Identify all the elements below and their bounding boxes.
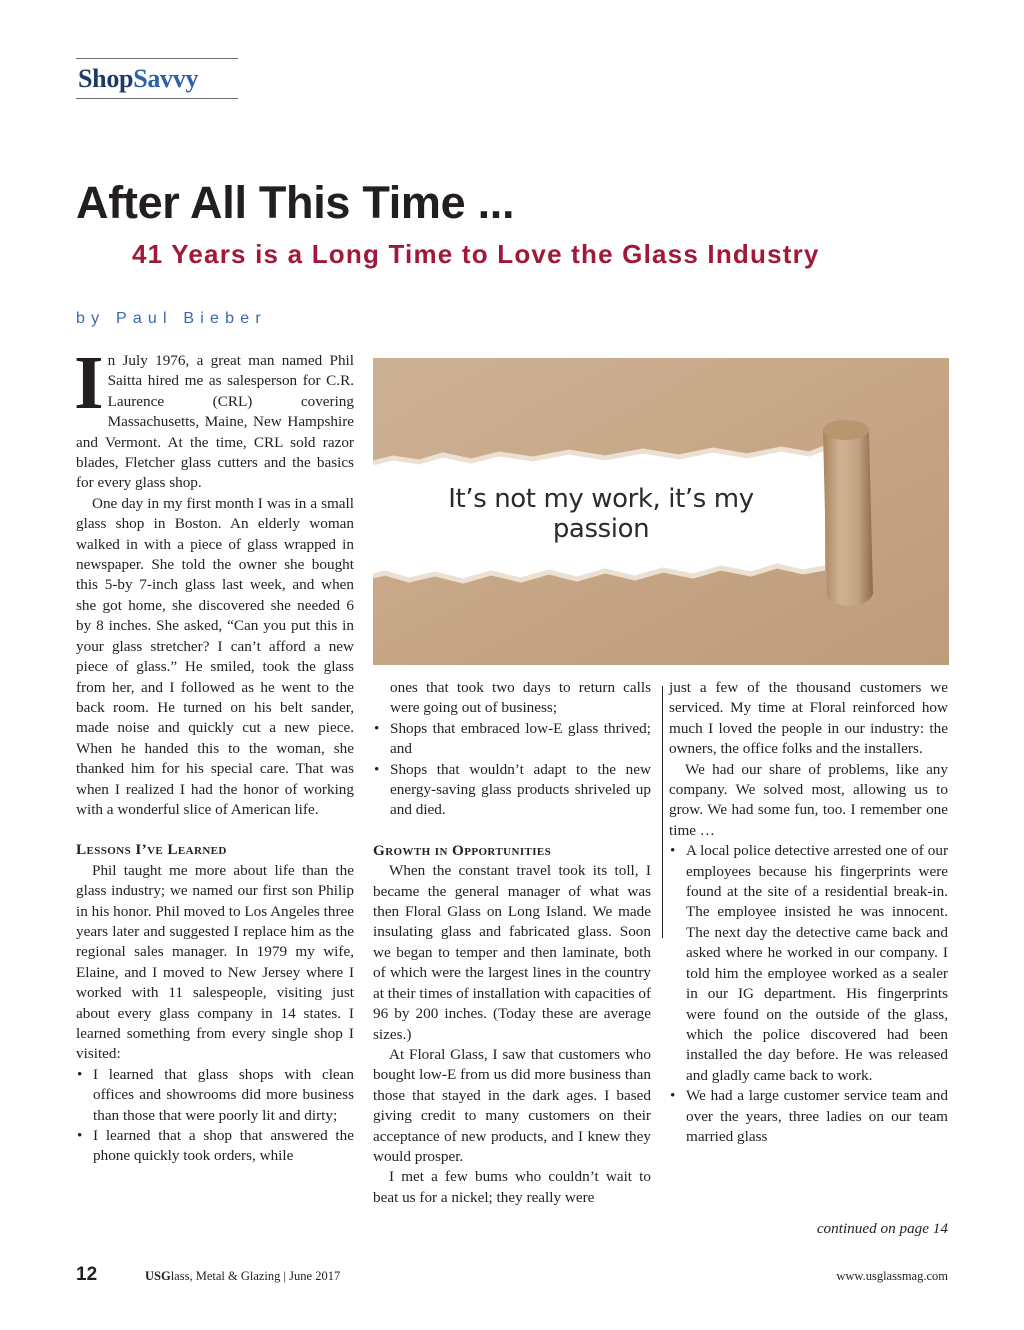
list-item: [373, 760, 651, 821]
drop-cap: I: [74, 341, 104, 425]
list-item-text: I learned that a shop that answered the phone quickly took orders, while: [93, 1127, 354, 1165]
lessons-list: [76, 1065, 354, 1167]
list-item: [373, 719, 651, 760]
column-1: [74, 341, 354, 1167]
paper-roll-top: [823, 420, 869, 440]
lessons-list-continued: [373, 719, 651, 821]
article-subtitle: 41 Years is a Long Time to Love the Glass Industry: [132, 239, 820, 269]
list-item-text: A local police detective arrested one of our employees because his fingerprints were found at the site of a residential break-in. The employee insisted he was innocent. The next day the detective came back and asked where he worked in our company. I told him the employee worked as a sealer in our IG department. His fingerprints were found on the outside of the glass, which the police discovered had been installed the day before. He was released and gladly came back to work.: [686, 842, 948, 1084]
list-item-text: Shops that wouldn’t adapt to the new energy-saving glass products shriveled up and died.: [390, 760, 651, 819]
column-divider: [662, 686, 663, 938]
list-item: [76, 1126, 354, 1167]
paragraph-bums: I met a few bums who couldn’t wait to beat us for a nickel; they really were: [373, 1168, 651, 1206]
paragraph-glass-shop-story: One day in my first month I was in a small glass shop in Boston. An elderly woman walked in with a piece of glass wrapped in newspaper. She told the owner she bought this 5-by 7-inch glass last week, and when she got home, she discovered she needed 6 by 8 inches. She asked, “Can you put this in your glass stretcher? I can’t afford a new piece of glass.” He smiled, took the glass from her, and I followed as he went to the back room. He turned on his belt sander, made noise and quickly cut a new piece. When he handed this to the woman, she thanked him for his special care. That was when I realized I had the honor of working with a wonderful slice of American life.: [76, 494, 354, 818]
paragraph-floral-glass: When the constant travel took its toll, I became the general manager of what was then Floral Glass on Long Island. We made insulating glass and fabricated glass. Soon we began to temper and then laminate, both of which were the largest lines in the country at their times of installation with capacities of 96 by 200 inches. (Today these are average sizes.): [373, 862, 651, 1043]
photo-quote-text: It’s not my work, it’s my passion: [448, 484, 754, 544]
publication-info: [145, 1269, 340, 1284]
column-3: [669, 678, 948, 1147]
bullet-icon: •: [670, 842, 676, 860]
heading-growth-opportunities: Growth in Opportunities: [373, 841, 552, 859]
logo-shop-text: Shop: [78, 64, 134, 93]
section-logo: [76, 58, 238, 99]
list-item-text: Shops that embraced low-E glass thrived; and: [390, 719, 651, 758]
list-item-text: We had a large customer service team and over the years, three ladies on our team married glass: [686, 1087, 948, 1145]
paragraph-problems: We had our share of problems, like any company. We solved most, allowing us to grow. We had some fun, too. I remember one time …: [669, 760, 948, 839]
list-item: [669, 841, 948, 1086]
publication-name-bold: USG: [145, 1269, 171, 1283]
bullet-icon: •: [374, 719, 380, 737]
stories-list: [669, 841, 948, 1147]
shopsavvy-logo: [76, 59, 238, 98]
bullet-icon: •: [670, 1087, 676, 1105]
website-link[interactable]: www.usglassmag.com: [836, 1269, 948, 1283]
list-item: [76, 1065, 354, 1126]
logo-savvy-text: Savvy: [133, 64, 199, 93]
continued-on-page-link[interactable]: continued on page 14: [816, 1220, 948, 1237]
bullet-icon: •: [77, 1065, 83, 1083]
publication-name-rest: lass, Metal & Glazing: [170, 1269, 281, 1283]
logo-bottom-rule: [76, 98, 238, 99]
byline: by Paul Bieber: [76, 310, 267, 327]
article-title: After All This Time ...: [76, 177, 515, 228]
paragraph-intro: n July 1976, a great man named Phil Saitta hired me as salesperson for C.R. Laurence (CRL) covering Massachusetts, Maine, New Hampshire and Vermont. At the time, CRL sold razor blades, Fletcher glass cutters and the basics for every glass shop.: [76, 352, 354, 492]
paragraph-continuation: just a few of the thousand customers we serviced. My time at Floral reinforced how much I loved the people in our industry: the owners, the office folks and the installers.: [669, 679, 948, 758]
paper-roll: [823, 421, 873, 606]
page-number: 12: [76, 1264, 98, 1285]
paragraph-low-e-customers: At Floral Glass, I saw that customers who bought low-E from us did more business than those that stayed in the dark ages. I based giving credit to many customers on their acceptance of new products, and I knew they would prosper.: [373, 1045, 651, 1165]
heading-lessons-learned: Lessons I’ve Learned: [76, 841, 227, 859]
column-2: [373, 678, 651, 1208]
issue-date: June 2017: [289, 1269, 341, 1283]
list-item-continuation: ones that took two days to return calls were going out of business;: [390, 679, 651, 717]
passion-photo: [373, 358, 949, 665]
bullet-icon: •: [374, 760, 380, 778]
list-item: [669, 1086, 948, 1147]
footer-separator: |: [283, 1269, 287, 1283]
bullet-icon: •: [77, 1127, 83, 1145]
list-item-text: I learned that glass shops with clean offices and showrooms did more business than those that were poorly lit and dirty;: [93, 1065, 354, 1124]
paragraph-phil-taught: Phil taught me more about life than the glass industry; we named our first son Philip in his honor. Phil moved to Los Angeles three years later and suggested I replace him as the regional sales manager. In 1979 my wife, Elaine, and I moved to New Jersey where I worked with 11 salespeople, visiting just about every glass company in 14 states. I learned something from every single shop I visited:: [76, 861, 354, 1063]
